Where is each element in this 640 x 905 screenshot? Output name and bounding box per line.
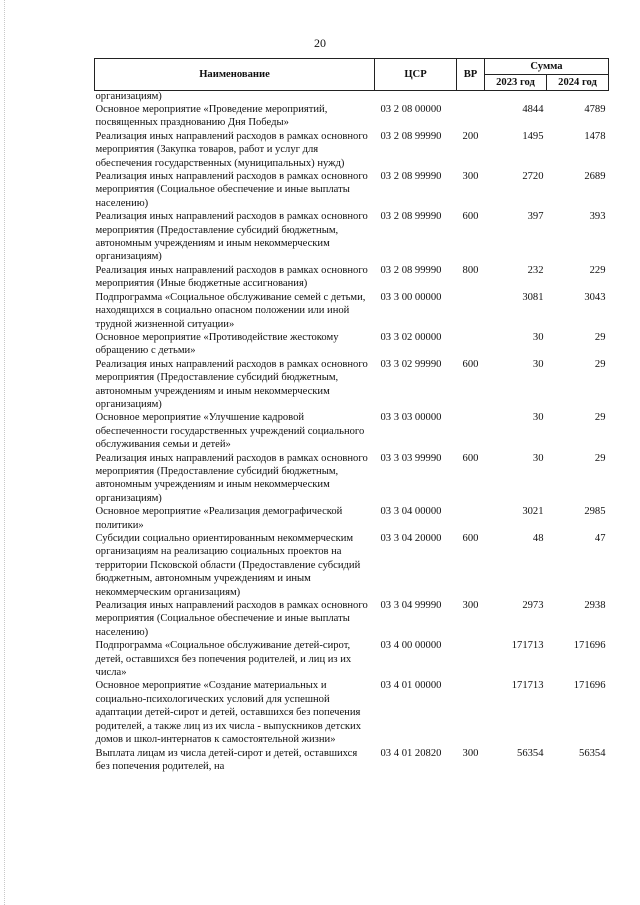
row-sum-2024: 3043: [584, 291, 606, 303]
table-row: [95, 291, 609, 331]
row-sum-2023: 397: [527, 211, 544, 223]
header-sum: Сумма: [485, 59, 609, 75]
row-name: Реализация иных направлений расходов в рамках основного мероприятия (Социальное обеспечение и иные выплаты населению): [95, 600, 368, 638]
header-year-2024: 2024 год: [547, 75, 609, 91]
row-name: Субсидии социально ориентированным некоммерческим организациям на реализацию социальных проектов на территории Псковской области (Предоставление субсидий бюджетным, автономным учреждениям и иным некоммерческим организациям): [95, 533, 361, 598]
row-sum-2023: 171713: [511, 640, 544, 652]
row-vr: [457, 411, 485, 451]
table-row: [95, 210, 609, 264]
table-row: [95, 130, 609, 170]
row-name: Основное мероприятие «Проведение мероприятий, посвященных празднованию Дня Победы»: [95, 104, 328, 129]
row-name: Основное мероприятие «Улучшение кадровой обеспеченности государственных учреждений социального обслуживания семьи и детей»: [95, 412, 365, 451]
row-name: Основное мероприятие «Реализация демографической политики»: [95, 506, 343, 531]
row-sum-2023: 30: [532, 358, 544, 370]
row-vr: 300: [462, 747, 479, 759]
table-row: [95, 452, 609, 506]
row-vr: 300: [462, 171, 479, 183]
table-header: [95, 59, 609, 91]
row-code: 03 2 08 99990: [380, 264, 442, 276]
continuation-row: [95, 91, 609, 104]
row-name: Реализация иных направлений расходов в рамках основного мероприятия (Закупка товаров, работ и услуг для обеспечения государственных (муниципальных) нужд): [95, 130, 368, 169]
row-vr: 800: [462, 264, 479, 276]
page-number: 20: [314, 36, 326, 50]
row-code: 03 2 08 99990: [380, 211, 442, 223]
row-sum-2024: 1478: [584, 130, 606, 142]
row-sum-2024: 2689: [584, 171, 606, 183]
row-sum-2024: 2985: [584, 506, 606, 518]
row-code: 03 3 04 00000: [380, 506, 442, 518]
table-row: [95, 411, 609, 451]
table-row: [95, 264, 609, 291]
row-code: 03 4 01 20820: [380, 747, 442, 759]
row-vr: 300: [462, 600, 479, 612]
row-code: 03 3 03 00000: [380, 412, 442, 424]
row-sum-2023: 30: [532, 412, 544, 424]
row-sum-2024: 29: [594, 331, 606, 343]
row-code: 03 3 02 00000: [380, 331, 442, 343]
header-year-2023: 2023 год: [485, 75, 547, 91]
row-sum-2024: 171696: [573, 680, 606, 692]
row-sum-2023: 4844: [522, 104, 544, 115]
row-code: 03 3 03 99990: [380, 452, 442, 464]
row-name: Реализация иных направлений расходов в рамках основного мероприятия (Предоставление субсидий бюджетным, автономным учреждениям и иным некоммерческим организациям): [95, 211, 368, 263]
row-name: Подпрограмма «Социальное обслуживание семей с детьми, находящихся в социально опасном положении или иной трудной жизненной ситуации»: [95, 291, 366, 330]
row-name: Основное мероприятие «Создание материальных и социально-психологических условий для успешной адаптации детей-сирот и детей, оставшихся без попечения родителей, а также лиц из их числа - выпускников детских домов и школ-интернатов к самостоятельной жизни»: [95, 680, 362, 746]
row-sum-2023: 232: [527, 264, 544, 276]
row-vr: 200: [462, 130, 479, 142]
row-code: 03 4 00 00000: [380, 640, 442, 652]
continuation-text: организациям): [95, 91, 162, 102]
row-name: Реализация иных направлений расходов в рамках основного мероприятия (Предоставление субсидий бюджетным, автономным учреждениям и иным некоммерческим организациям): [95, 452, 368, 504]
row-vr: [457, 103, 485, 130]
table-row: [95, 599, 609, 639]
row-name: Реализация иных направлений расходов в рамках основного мероприятия (Социальное обеспечение и иные выплаты населению): [95, 171, 368, 209]
table-row: [95, 103, 609, 130]
row-name: Подпрограмма «Социальное обслуживание детей-сирот, детей, оставшихся без попечения родителей, и лиц из их числа»: [95, 640, 352, 679]
row-code: 03 3 04 99990: [380, 600, 442, 612]
row-sum-2024: 56354: [579, 747, 606, 759]
row-code: 03 3 02 99990: [380, 358, 442, 370]
table-row: [95, 679, 609, 746]
row-sum-2024: 393: [589, 211, 606, 223]
row-sum-2023: 1495: [522, 130, 544, 142]
row-sum-2023: 56354: [517, 747, 544, 759]
row-vr: 600: [462, 358, 479, 370]
row-sum-2024: 4789: [584, 104, 606, 115]
row-name: Выплата лицам из числа детей-сирот и детей, оставшихся без попечения родителей, на: [95, 747, 358, 772]
header-code: ЦСР: [375, 59, 457, 91]
row-code: 03 4 01 00000: [380, 680, 442, 692]
row-sum-2023: 2720: [522, 171, 544, 183]
row-sum-2024: 2938: [584, 600, 606, 612]
row-name: Реализация иных направлений расходов в рамках основного мероприятия (Предоставление субсидий бюджетным, автономным учреждениям и иным некоммерческим организациям): [95, 358, 368, 410]
row-vr: [457, 331, 485, 358]
header-vr: ВР: [457, 59, 485, 91]
table-body: [95, 91, 609, 774]
row-sum-2023: 3021: [522, 506, 544, 518]
row-sum-2023: 171713: [511, 680, 544, 692]
row-vr: 600: [462, 452, 479, 464]
row-sum-2024: 47: [594, 533, 606, 544]
row-sum-2023: 2973: [522, 600, 544, 612]
row-code: 03 2 08 00000: [380, 104, 442, 115]
row-vr: [457, 291, 485, 331]
row-name: Основное мероприятие «Противодействие жестокому обращению с детьми»: [95, 331, 339, 357]
table-row: [95, 331, 609, 358]
row-code: 03 2 08 99990: [380, 130, 442, 142]
table-row: [95, 170, 609, 210]
row-sum-2024: 29: [594, 358, 606, 370]
row-name: Реализация иных направлений расходов в рамках основного мероприятия (Иные бюджетные ассигнования): [95, 264, 368, 290]
header-name: Наименование: [95, 59, 375, 91]
table-row: [95, 747, 609, 774]
row-sum-2024: 171696: [573, 640, 606, 652]
row-code: 03 3 00 00000: [380, 291, 442, 303]
row-vr: [457, 679, 485, 746]
row-vr: 600: [462, 211, 479, 223]
row-sum-2024: 229: [589, 264, 606, 276]
table-row: [95, 358, 609, 412]
table-row: [95, 532, 609, 599]
row-vr: [457, 639, 485, 679]
budget-table: [94, 58, 609, 773]
row-code: 03 3 04 20000: [380, 533, 442, 544]
table-row: [95, 639, 609, 679]
scan-edge: [4, 0, 5, 905]
row-vr: [457, 505, 485, 532]
row-sum-2024: 29: [594, 412, 606, 424]
row-vr: 600: [462, 533, 479, 544]
row-sum-2023: 30: [532, 452, 544, 464]
row-sum-2023: 30: [532, 331, 544, 343]
row-sum-2023: 48: [532, 533, 544, 544]
table-row: [95, 505, 609, 532]
row-sum-2023: 3081: [522, 291, 544, 303]
row-code: 03 2 08 99990: [380, 171, 442, 183]
row-sum-2024: 29: [594, 452, 606, 464]
